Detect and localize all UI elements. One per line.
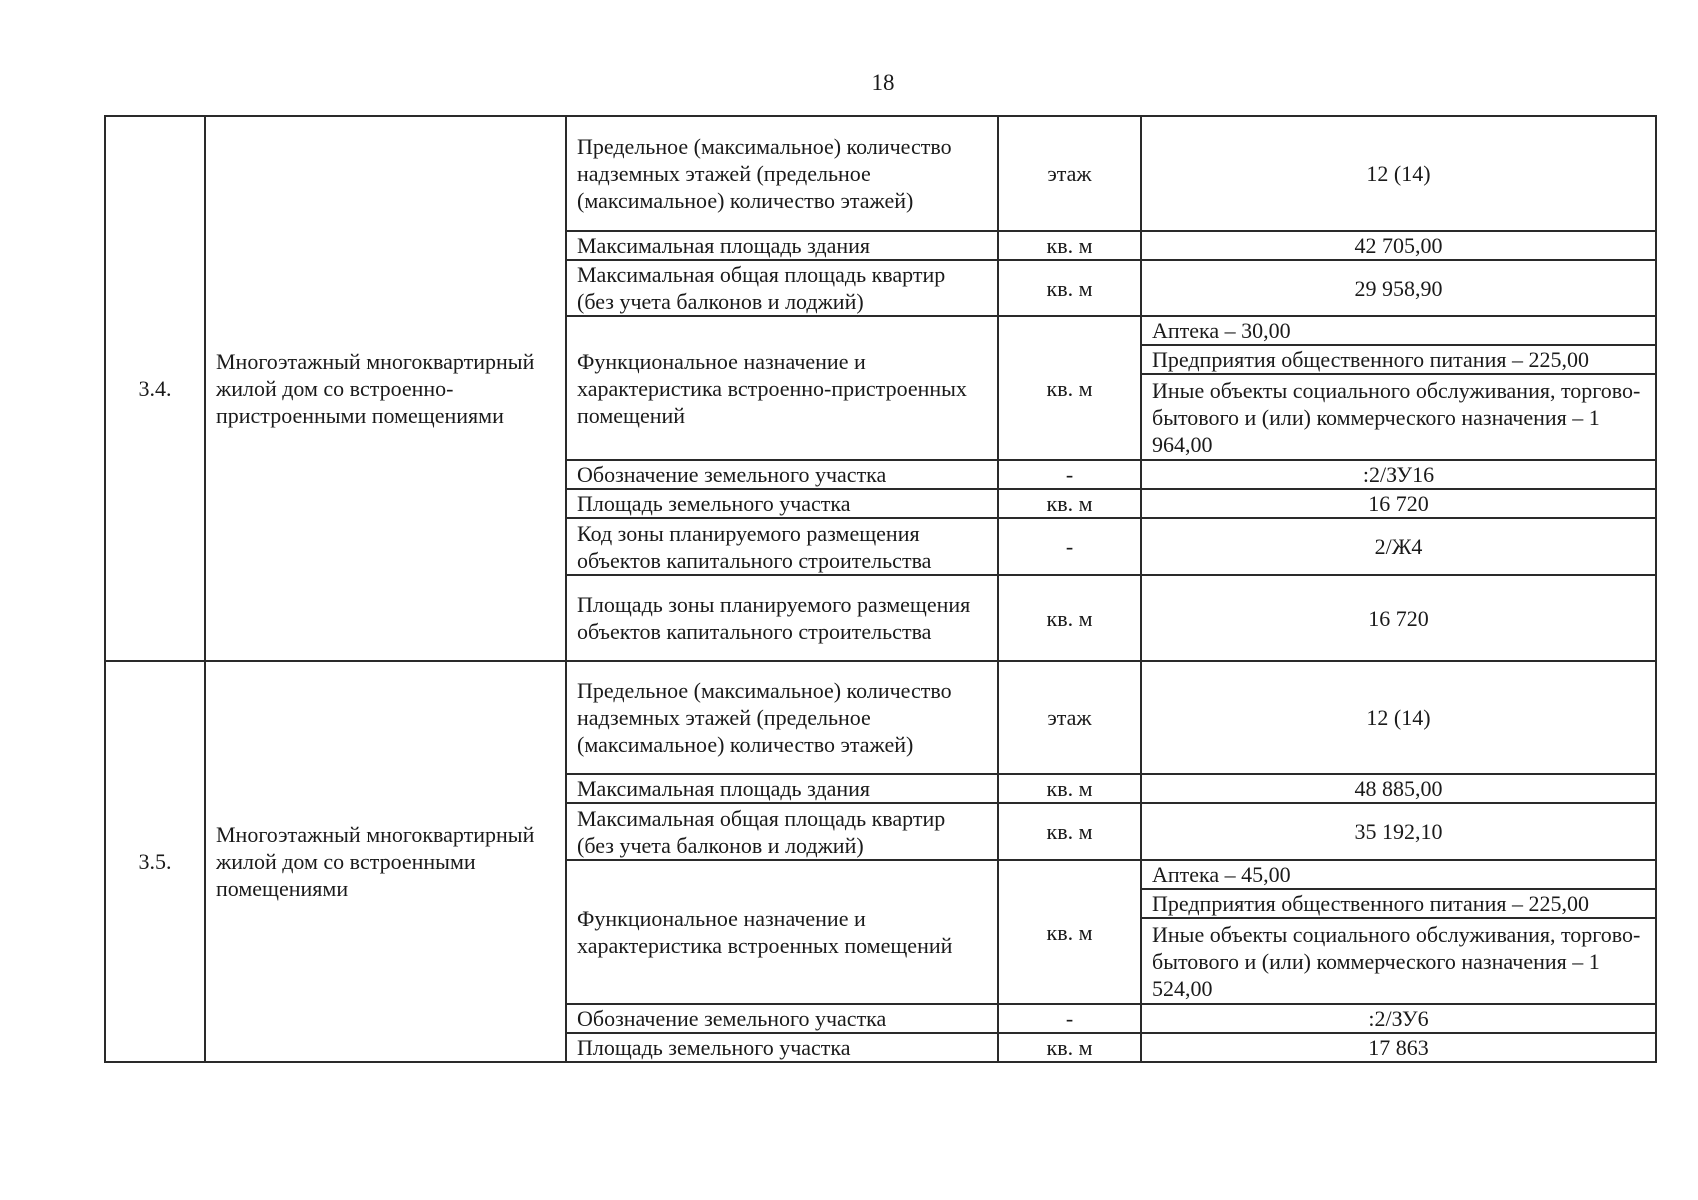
- unit: кв. м: [998, 575, 1141, 661]
- parameter-name: Площадь зоны планируемого размещения объектов капитального строительства: [566, 575, 998, 661]
- value: 42 705,00: [1141, 231, 1656, 260]
- value: 29 958,90: [1141, 260, 1656, 316]
- value: Предприятия общественного питания – 225,00: [1141, 889, 1656, 918]
- value: Аптека – 30,00: [1141, 316, 1656, 345]
- value: 2/Ж4: [1141, 518, 1656, 575]
- parameters-table: [104, 115, 1657, 1063]
- value: 48 885,00: [1141, 774, 1656, 803]
- unit: кв. м: [998, 1033, 1141, 1062]
- unit: кв. м: [998, 260, 1141, 316]
- unit: кв. м: [998, 231, 1141, 260]
- value: Иные объекты социального обслуживания, торгово-бытового и (или) коммерческого назначения – 1 524,00: [1141, 918, 1656, 1004]
- value: :2/ЗУ6: [1141, 1004, 1656, 1033]
- value: 12 (14): [1141, 661, 1656, 774]
- unit: кв. м: [998, 774, 1141, 803]
- value: 16 720: [1141, 575, 1656, 661]
- page-number: 18: [871, 70, 895, 95]
- value: :2/ЗУ16: [1141, 460, 1656, 489]
- unit: кв. м: [998, 489, 1141, 518]
- parameter-name: Площадь земельного участка: [566, 1033, 998, 1062]
- unit: кв. м: [998, 860, 1141, 1004]
- value: Иные объекты социального обслуживания, торгово-бытового и (или) коммерческого назначения – 1 964,00: [1141, 374, 1656, 460]
- parameter-name: Предельное (максимальное) количество надземных этажей (предельное (максимальное) количество этажей): [566, 116, 998, 231]
- object-name-cell: [205, 661, 566, 1062]
- parameter-name: Функциональное назначение и характеристика встроенно-пристроенных помещений: [566, 316, 998, 460]
- parameter-name: Максимальная общая площадь квартир (без учета балконов и лоджий): [566, 803, 998, 860]
- parameter-name: Максимальная общая площадь квартир (без учета балконов и лоджий): [566, 260, 998, 316]
- section-number: 3.4.: [105, 116, 205, 661]
- table-row: [105, 116, 1656, 231]
- object-name-cell: [205, 116, 566, 661]
- unit: -: [998, 1004, 1141, 1033]
- parameter-name: Площадь земельного участка: [566, 489, 998, 518]
- parameter-name: Максимальная площадь здания: [566, 774, 998, 803]
- parameter-name: Функциональное назначение и характеристика встроенных помещений: [566, 860, 998, 1004]
- unit: -: [998, 460, 1141, 489]
- value: Аптека – 45,00: [1141, 860, 1656, 889]
- value: 16 720: [1141, 489, 1656, 518]
- object-name: Многоэтажный многоквартирный жилой дом со встроенными помещениями: [216, 822, 535, 901]
- parameter-name: Максимальная площадь здания: [566, 231, 998, 260]
- parameter-name: Обозначение земельного участка: [566, 1004, 998, 1033]
- unit: кв. м: [998, 803, 1141, 860]
- value: 12 (14): [1141, 116, 1656, 231]
- object-name: Многоэтажный многоквартирный жилой дом со встроенно-пристроенными помещениями: [216, 349, 535, 428]
- value: Предприятия общественного питания – 225,00: [1141, 345, 1656, 374]
- unit: этаж: [998, 116, 1141, 231]
- parameter-name: Обозначение земельного участка: [566, 460, 998, 489]
- value: 17 863: [1141, 1033, 1656, 1062]
- parameter-name: Предельное (максимальное) количество надземных этажей (предельное (максимальное) количество этажей): [566, 661, 998, 774]
- unit: этаж: [998, 661, 1141, 774]
- value: 35 192,10: [1141, 803, 1656, 860]
- section-number: 3.5.: [105, 661, 205, 1062]
- unit: -: [998, 518, 1141, 575]
- parameter-name: Код зоны планируемого размещения объектов капитального строительства: [566, 518, 998, 575]
- table-row: [105, 661, 1656, 774]
- unit: кв. м: [998, 316, 1141, 460]
